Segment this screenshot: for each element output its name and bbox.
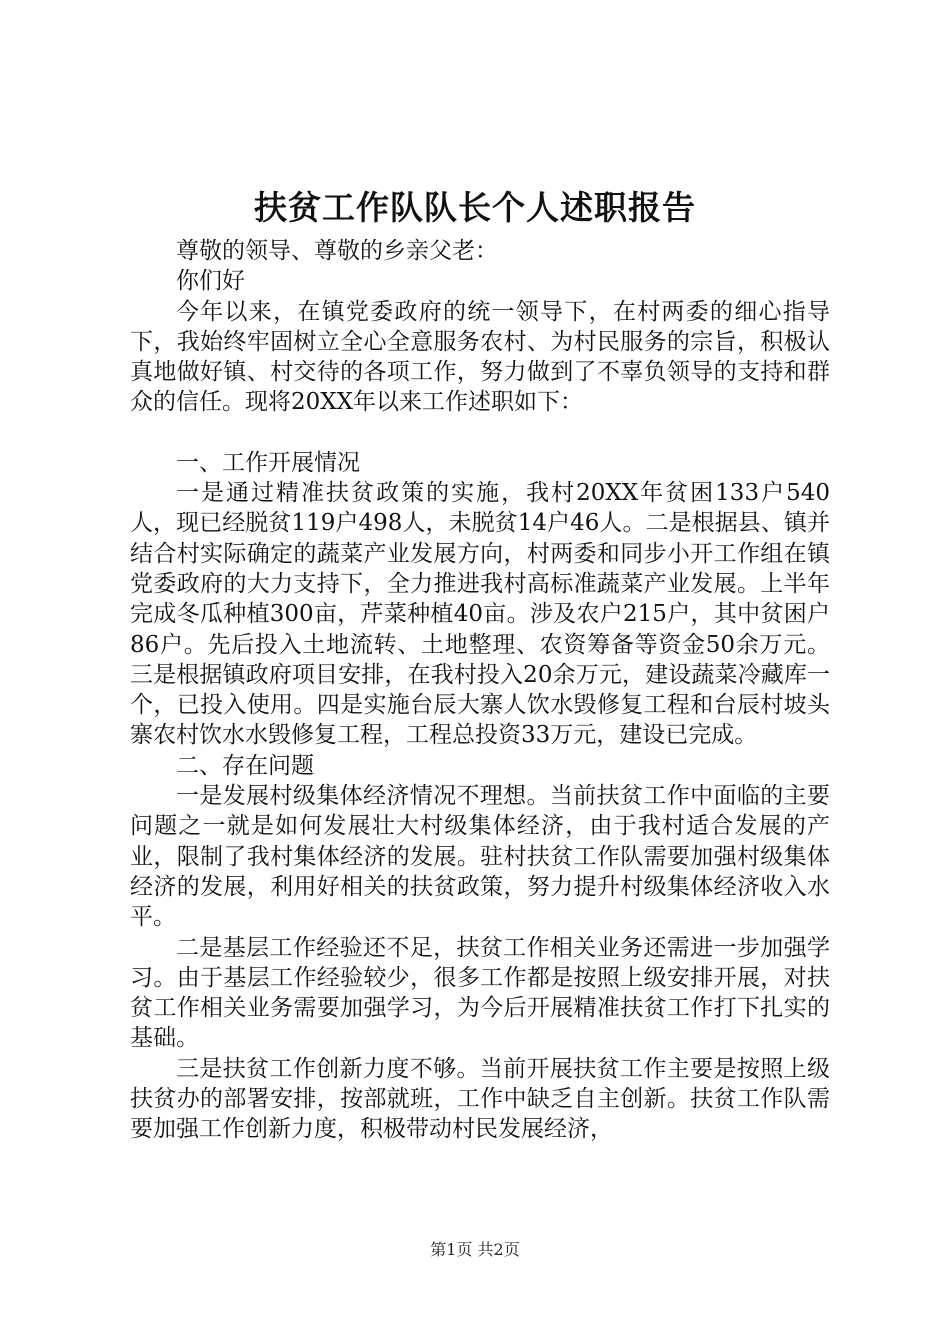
intro-paragraph: 今年以来，在镇党委政府的统一领导下，在村两委的细心指导下，我始终牢固树立全心全意服务农村、为村民服务的宗旨，积极认真地做好镇、村交待的各项工作，努力做到了不辜负领导的支持和群众的信任。现将20XX年以来工作述职如下： xyxy=(130,298,830,416)
document-title: 扶贫工作队队长个人述职报告 xyxy=(254,188,696,227)
section-heading-work: 一、工作开展情况 xyxy=(176,449,360,476)
problem-paragraph-1: 一是发展村级集体经济情况不理想。当前扶贫工作中面临的主要问题之一就是如何发展壮大村级集体经济，由于我村适合发展的产业，限制了我村集体经济的发展。驻村扶贫工作队需要加强村级集体经济的发展，利用好相关的扶贫政策，努力提升村级集体经济收入水平。 xyxy=(130,783,830,931)
salutation: 尊敬的领导、尊敬的乡亲父老： xyxy=(176,238,498,264)
document-body xyxy=(130,236,830,1145)
problem-paragraph-2: 二是基层工作经验还不足，扶贫工作相关业务还需进一步加强学习。由于基层工作经验较少，很多工作都是按照上级安排开展，对扶贫工作相关业务需要加强学习，为今后开展精准扶贫工作打下扎实的基础。 xyxy=(130,934,830,1052)
page-number-footer: 第1页 共2页 xyxy=(430,1240,520,1259)
work-paragraph: 一是通过精准扶贫政策的实施，我村20XX年贫困133户540人，现已经脱贫119户498人，未脱贫14户46人。二是根据县、镇并结合村实际确定的蔬菜产业发展方向，村两委和同步小开工作组在镇党委政府的大力支持下，全力推进我村高标准蔬菜产业发展。上半年完成冬瓜种植300亩，芹菜种植40亩。涉及农户215户，其中贫困户86户。先后投入土地流转、土地整理、农资筹备等资金50余万元。三是根据镇政府项目安排，在我村投入20余万元，建设蔬菜冷藏库一个，已投入使用。四是实施台辰大寨人饮水毁修复工程和台辰村坡头寨农村饮水水毁修复工程，工程总投资33万元，建设已完成。 xyxy=(130,480,830,749)
problem-paragraph-3: 三是扶贫工作创新力度不够。当前开展扶贫工作主要是按照上级扶贫办的部署安排，按部就班，工作中缺乏自主创新。扶贫工作队需要加强工作创新力度，积极带动村民发展经济， xyxy=(130,1055,830,1143)
greeting: 你们好 xyxy=(176,268,245,295)
section-heading-problems: 二、存在问题 xyxy=(176,752,314,779)
